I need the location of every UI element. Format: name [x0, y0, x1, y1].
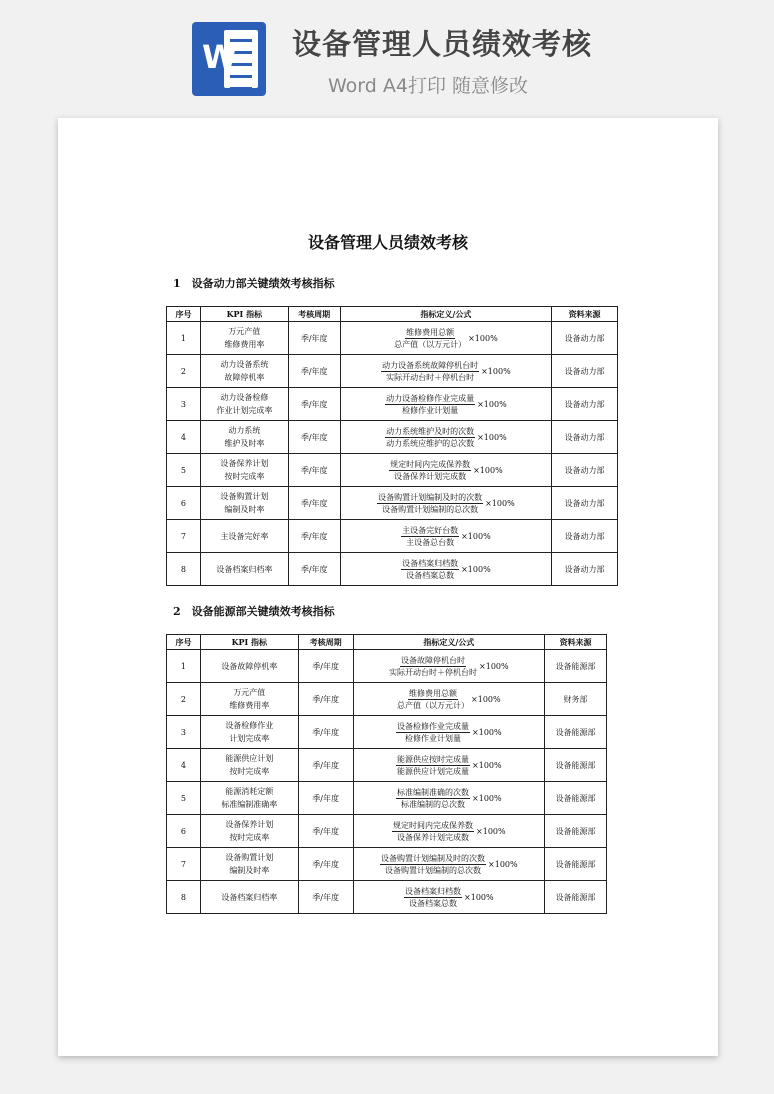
data-source: 设备能源部: [545, 650, 607, 683]
formula-expression: [344, 360, 549, 383]
data-source: 设备动力部: [552, 388, 618, 421]
kpi-name: 设备购置计划 编制及时率: [200, 487, 288, 520]
formula-expression: [357, 688, 542, 711]
banner-subtitle: Word A4打印 随意修改: [328, 75, 529, 97]
formula-expression: [357, 820, 542, 843]
row-number: 6: [167, 815, 201, 848]
data-source: 设备能源部: [545, 815, 607, 848]
formula-numerator: 设备档案归档数: [402, 558, 459, 568]
formula-numerator: 规定时间内完成保养数: [393, 820, 474, 830]
row-number: 8: [167, 881, 201, 914]
assessment-period: 季/年度: [288, 520, 340, 553]
table-row: [167, 881, 607, 914]
formula-fraction: [385, 426, 475, 449]
assessment-period: 季/年度: [298, 881, 353, 914]
formula-numerator: 设备档案归档数: [405, 886, 462, 896]
formula-multiplier: ×100%: [461, 564, 491, 574]
row-number: 1: [167, 650, 201, 683]
kpi-formula: [353, 782, 545, 815]
formula-fraction: [389, 655, 477, 678]
assessment-period: 季/年度: [288, 355, 340, 388]
row-number: 3: [167, 716, 201, 749]
data-source: 设备能源部: [545, 881, 607, 914]
kpi-table-1: [166, 306, 618, 586]
formula-multiplier: ×100%: [472, 793, 502, 803]
row-number: 3: [167, 388, 201, 421]
kpi-formula: [340, 487, 552, 520]
assessment-period: 季/年度: [288, 454, 340, 487]
table-row: [167, 815, 607, 848]
formula-numerator: 动力设备检修作业完成量: [386, 393, 475, 403]
section-heading-1: 1 设备动力部关键绩效考核指标: [173, 277, 335, 290]
formula-expression: [344, 558, 549, 581]
kpi-formula: [340, 322, 552, 355]
row-number: 7: [167, 520, 201, 553]
formula-expression: [344, 525, 549, 548]
banner-title: 设备管理人员绩效考核: [292, 27, 593, 61]
data-source: 设备动力部: [552, 454, 618, 487]
formula-fraction: [396, 754, 470, 777]
row-number: 5: [167, 782, 201, 815]
data-source: 设备动力部: [552, 553, 618, 586]
formula-multiplier: ×100%: [488, 859, 518, 869]
table-row: [167, 553, 618, 586]
assessment-period: 季/年度: [298, 650, 353, 683]
formula-expression: [344, 327, 549, 350]
table-row: [167, 782, 607, 815]
kpi-formula: [340, 553, 552, 586]
formula-fraction: [401, 525, 459, 548]
assessment-period: 季/年度: [298, 716, 353, 749]
formula-expression: [357, 853, 542, 876]
formula-numerator: 主设备完好台数: [402, 525, 459, 535]
row-number: 5: [167, 454, 201, 487]
formula-denominator: 设备档案总数: [409, 898, 458, 908]
formula-fraction: [377, 492, 483, 515]
kpi-formula: [340, 520, 552, 553]
data-source: 设备动力部: [552, 322, 618, 355]
formula-denominator: 标准编制的总次数: [401, 799, 466, 809]
kpi-formula: [353, 749, 545, 782]
formula-numerator: 设备检修作业完成量: [397, 721, 470, 731]
header-no: 序号: [167, 307, 201, 322]
table-row: [167, 716, 607, 749]
formula-multiplier: ×100%: [476, 826, 506, 836]
kpi-name: 动力系统 维护及时率: [200, 421, 288, 454]
formula-expression: [357, 886, 542, 909]
assessment-period: 季/年度: [288, 553, 340, 586]
formula-multiplier: ×100%: [471, 694, 501, 704]
data-source: 设备能源部: [545, 749, 607, 782]
formula-fraction: [385, 393, 475, 416]
kpi-name: 万元产值 维修费用率: [200, 683, 298, 716]
row-number: 6: [167, 487, 201, 520]
formula-denominator: 设备保养计划完成数: [394, 471, 467, 481]
assessment-period: 季/年度: [288, 322, 340, 355]
header-kpi: KPI 指标: [200, 635, 298, 650]
formula-numerator: 标准编制准确的次数: [397, 787, 470, 797]
formula-numerator: 动力设备系统故障停机台时: [382, 360, 479, 370]
table-row: [167, 322, 618, 355]
header-formula: 指标定义/公式: [340, 307, 552, 322]
row-number: 1: [167, 322, 201, 355]
formula-denominator: 实际开动台时＋停机台时: [389, 667, 478, 677]
kpi-name: 设备保养计划 按时完成率: [200, 815, 298, 848]
formula-numerator: 维修费用总额: [406, 327, 455, 337]
table-row: [167, 749, 607, 782]
formula-fraction: [380, 853, 486, 876]
formula-fraction: [392, 820, 474, 843]
assessment-period: 季/年度: [288, 487, 340, 520]
formula-multiplier: ×100%: [461, 531, 491, 541]
data-source: 设备能源部: [545, 716, 607, 749]
formula-denominator: 实际开动台时＋停机台时: [386, 372, 475, 382]
table-header-row: [167, 307, 618, 322]
formula-multiplier: ×100%: [481, 366, 511, 376]
formula-multiplier: ×100%: [464, 892, 494, 902]
header-no: 序号: [167, 635, 201, 650]
assessment-period: 季/年度: [298, 782, 353, 815]
formula-expression: [357, 787, 542, 810]
header-period: 考核周期: [288, 307, 340, 322]
assessment-period: 季/年度: [298, 815, 353, 848]
kpi-name: 能源供应计划 按时完成率: [200, 749, 298, 782]
formula-multiplier: ×100%: [477, 399, 507, 409]
document-page: [58, 118, 718, 1056]
assessment-period: 季/年度: [298, 683, 353, 716]
kpi-formula: [353, 650, 545, 683]
table-row: [167, 848, 607, 881]
data-source: 设备动力部: [552, 421, 618, 454]
formula-numerator: 维修费用总额: [409, 688, 458, 698]
kpi-name: 动力设备系统 故障停机率: [200, 355, 288, 388]
formula-numerator: 能源供应按时完成量: [397, 754, 470, 764]
formula-multiplier: ×100%: [472, 760, 502, 770]
kpi-formula: [353, 848, 545, 881]
header-source: 资料来源: [552, 307, 618, 322]
kpi-formula: [353, 881, 545, 914]
kpi-name: 设备故障停机率: [200, 650, 298, 683]
formula-multiplier: ×100%: [472, 727, 502, 737]
kpi-name: 设备保养计划 按时完成率: [200, 454, 288, 487]
row-number: 4: [167, 749, 201, 782]
section-heading-2: 2 设备能源部关键绩效考核指标: [173, 605, 335, 618]
table-row: [167, 650, 607, 683]
table-row: [167, 388, 618, 421]
formula-expression: [357, 655, 542, 678]
assessment-period: 季/年度: [298, 749, 353, 782]
formula-denominator: 总产值（以万元计）: [397, 700, 470, 710]
formula-denominator: 动力系统应维护的总次数: [386, 438, 475, 448]
formula-numerator: 设备购置计划编制及时的次数: [378, 492, 483, 502]
formula-expression: [344, 492, 549, 515]
formula-expression: [357, 721, 542, 744]
formula-denominator: 设备购置计划编制的总次数: [385, 865, 482, 875]
kpi-name: 主设备完好率: [200, 520, 288, 553]
header-formula: 指标定义/公式: [353, 635, 545, 650]
kpi-name: 设备档案归档率: [200, 553, 288, 586]
data-source: 设备动力部: [552, 487, 618, 520]
assessment-period: 季/年度: [288, 421, 340, 454]
kpi-name: 设备档案归档率: [200, 881, 298, 914]
kpi-name: 能源消耗定额 标准编制准确率: [200, 782, 298, 815]
formula-multiplier: ×100%: [485, 498, 515, 508]
formula-numerator: 设备购置计划编制及时的次数: [381, 853, 486, 863]
formula-denominator: 设备档案总数: [406, 570, 455, 580]
table-row: [167, 421, 618, 454]
row-number: 2: [167, 683, 201, 716]
formula-fraction: [397, 688, 469, 711]
kpi-formula: [353, 683, 545, 716]
table-row: [167, 355, 618, 388]
table-header-row: [167, 635, 607, 650]
header-period: 考核周期: [298, 635, 353, 650]
kpi-name: 动力设备检修 作业计划完成率: [200, 388, 288, 421]
formula-denominator: 设备购置计划编制的总次数: [382, 504, 479, 514]
data-source: 设备能源部: [545, 848, 607, 881]
kpi-name: 设备检修作业 计划完成率: [200, 716, 298, 749]
kpi-formula: [340, 454, 552, 487]
formula-denominator: 总产值（以万元计）: [394, 339, 467, 349]
formula-numerator: 动力系统维护及时的次数: [386, 426, 475, 436]
row-number: 4: [167, 421, 201, 454]
formula-denominator: 能源供应计划完成量: [397, 766, 470, 776]
formula-fraction: [401, 558, 459, 581]
formula-denominator: 主设备总台数: [406, 537, 455, 547]
formula-expression: [344, 426, 549, 449]
formula-multiplier: ×100%: [479, 661, 509, 671]
page-banner: [0, 0, 774, 110]
row-number: 8: [167, 553, 201, 586]
header-kpi: KPI 指标: [200, 307, 288, 322]
data-source: 设备动力部: [552, 520, 618, 553]
formula-multiplier: ×100%: [473, 465, 503, 475]
kpi-formula: [340, 421, 552, 454]
table-row: [167, 683, 607, 716]
formula-fraction: [389, 459, 471, 482]
row-number: 2: [167, 355, 201, 388]
table-row: [167, 454, 618, 487]
kpi-name: 设备购置计划 编制及时率: [200, 848, 298, 881]
formula-fraction: [394, 327, 466, 350]
table-row: [167, 487, 618, 520]
formula-multiplier: ×100%: [468, 333, 498, 343]
kpi-formula: [340, 355, 552, 388]
kpi-formula: [353, 716, 545, 749]
formula-expression: [344, 393, 549, 416]
formula-numerator: 设备故障停机台时: [401, 655, 466, 665]
row-number: 7: [167, 848, 201, 881]
formula-fraction: [396, 721, 470, 744]
formula-fraction: [404, 886, 462, 909]
formula-denominator: 设备保养计划完成数: [397, 832, 470, 842]
document-title: 设备管理人员绩效考核: [307, 233, 468, 252]
data-source: 设备动力部: [552, 355, 618, 388]
word-icon: W: [192, 22, 266, 96]
formula-fraction: [381, 360, 479, 383]
data-source: 财务部: [545, 683, 607, 716]
formula-numerator: 规定时间内完成保养数: [390, 459, 471, 469]
data-source: 设备能源部: [545, 782, 607, 815]
formula-denominator: 检修作业计划量: [405, 733, 462, 743]
kpi-formula: [340, 388, 552, 421]
formula-multiplier: ×100%: [477, 432, 507, 442]
kpi-formula: [353, 815, 545, 848]
header-source: 资料来源: [545, 635, 607, 650]
formula-fraction: [396, 787, 470, 810]
assessment-period: 季/年度: [298, 848, 353, 881]
formula-denominator: 检修作业计划量: [402, 405, 459, 415]
assessment-period: 季/年度: [288, 388, 340, 421]
formula-expression: [344, 459, 549, 482]
formula-expression: [357, 754, 542, 777]
kpi-name: 万元产值 维修费用率: [200, 322, 288, 355]
table-row: [167, 520, 618, 553]
kpi-table-2: [166, 634, 607, 914]
